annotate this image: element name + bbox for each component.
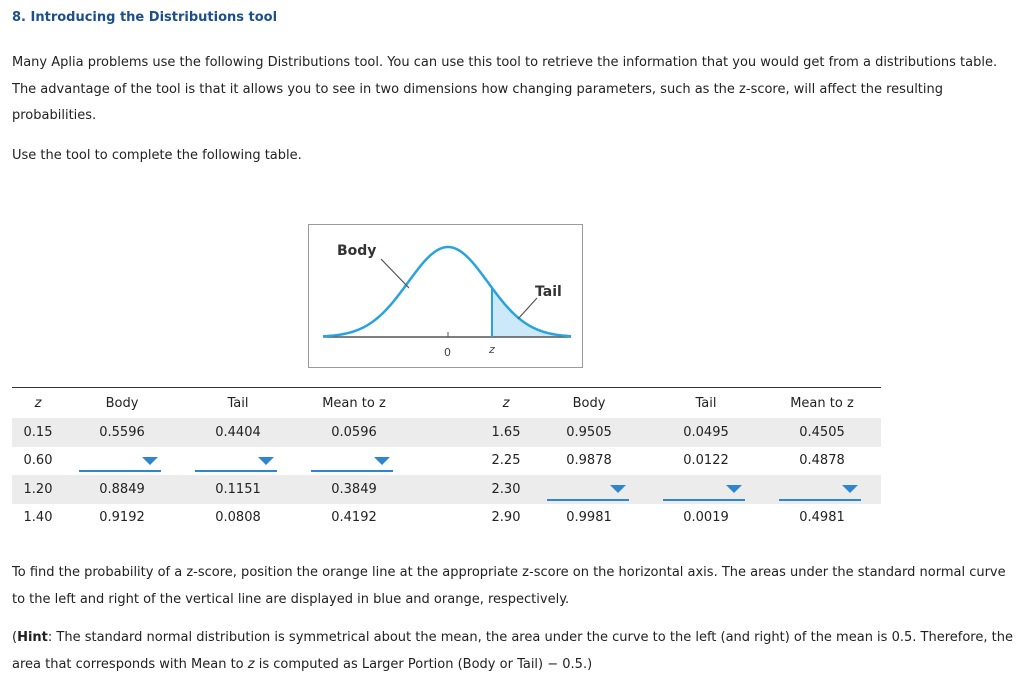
tail-pointer — [518, 298, 537, 319]
dropdown-underline — [779, 499, 861, 501]
header-z-left: z — [34, 395, 42, 411]
dropdown-arrow-icon — [374, 457, 390, 465]
body-dropdown-z-2.30[interactable] — [547, 475, 629, 504]
table-header-row — [12, 388, 881, 418]
tail-label: Tail — [535, 284, 562, 300]
distribution-table — [12, 387, 881, 532]
question-title: 8. Introducing the Distributions tool — [12, 10, 278, 25]
table-row — [12, 475, 881, 504]
instruction-text: Use the tool to complete the following table. — [12, 148, 302, 163]
hint-text-1: : The standard normal distribution is symmetrical about the mean, the area under the curve to the left (and right) of the mean is 0.5. Therefore, the area that corresponds with Mean to — [12, 630, 1013, 672]
cell-mean-to-z: 0.0596 — [331, 424, 377, 440]
dropdown-underline — [311, 470, 393, 472]
table-row — [12, 418, 881, 447]
cell-tail: 0.0122 — [683, 453, 729, 469]
normal-curve-diagram — [309, 225, 584, 369]
tail-dropdown-z-2.30[interactable] — [663, 475, 745, 504]
header-body-right: Body — [572, 395, 606, 411]
cell-tail: 0.1151 — [215, 481, 261, 497]
cell-tail: 0.0495 — [683, 424, 729, 440]
cell-z: 2.30 — [491, 481, 521, 497]
table-row — [12, 447, 881, 476]
header-body-left: Body — [105, 395, 139, 411]
cell-mean-to-z: 0.4981 — [799, 510, 845, 526]
table-row — [12, 504, 881, 533]
dropdown-arrow-icon — [142, 457, 158, 465]
z-tick-label: z — [489, 343, 495, 356]
cell-body: 0.8849 — [99, 481, 145, 497]
zero-tick-label: 0 — [444, 346, 451, 359]
cell-body: 0.9981 — [566, 510, 612, 526]
cell-mean-to-z: 0.4505 — [799, 424, 845, 440]
header-mean-to-z-left: Mean to z — [322, 395, 386, 411]
normal-curve — [323, 247, 571, 336]
hint-open-paren: ( — [12, 630, 18, 645]
mean-to-z-dropdown-z-0.60[interactable] — [311, 447, 393, 476]
cell-body: 0.9878 — [566, 453, 612, 469]
dropdown-arrow-icon — [842, 485, 858, 493]
hint-z: z — [247, 656, 255, 672]
cell-tail: 0.4404 — [215, 424, 261, 440]
cell-body: 0.5596 — [99, 424, 145, 440]
tail-dropdown-z-0.60[interactable] — [195, 447, 277, 476]
cell-z: 2.25 — [491, 453, 521, 469]
body-label: Body — [337, 243, 377, 259]
cell-mean-to-z: 0.3849 — [331, 481, 377, 497]
cell-z: 1.65 — [491, 424, 521, 440]
mean-to-z-dropdown-z-2.30[interactable] — [779, 475, 861, 504]
cell-z: 1.20 — [23, 481, 53, 497]
dropdown-underline — [663, 499, 745, 501]
cell-mean-to-z: 0.4192 — [331, 510, 377, 526]
cell-tail: 0.0808 — [215, 510, 261, 526]
header-mean-to-z-right: Mean to z — [790, 395, 854, 411]
body-dropdown-z-0.60[interactable] — [79, 447, 161, 476]
dropdown-underline — [547, 499, 629, 501]
cell-body: 0.9505 — [566, 424, 612, 440]
hint-text-2: is computed as Larger Portion (Body or Tail) − 0.5.) — [254, 656, 593, 672]
hint-label: Hint — [17, 630, 48, 645]
header-z-right: z — [502, 395, 510, 411]
cell-mean-to-z: 0.4878 — [799, 453, 845, 469]
cell-z: 2.90 — [491, 510, 521, 526]
cell-z: 1.40 — [23, 510, 53, 526]
dropdown-underline — [195, 470, 277, 472]
hint-paragraph — [12, 625, 1017, 678]
cell-z: 0.15 — [23, 424, 53, 440]
instructions-note: To find the probability of a z-score, position the orange line at the appropriate z-score on the horizontal axis. The areas under the standard normal curve to the left and right of the vertical line are displayed in blue and orange, respectively. — [12, 565, 1006, 607]
dropdown-underline — [79, 470, 161, 472]
intro-paragraph: Many Aplia problems use the following Distributions tool. You can use this tool to retrieve the information that you would get from a distributions table. The advantage of the tool is that it allows you to see in two dimensions how changing parameters, such as the z-score, will affect the resulting probabilities. — [12, 55, 998, 123]
cell-body: 0.9192 — [99, 510, 145, 526]
header-tail-left: Tail — [227, 395, 249, 411]
distribution-figure — [308, 224, 583, 368]
header-tail-right: Tail — [695, 395, 717, 411]
cell-z: 0.60 — [23, 453, 53, 469]
dropdown-arrow-icon — [726, 485, 742, 493]
dropdown-arrow-icon — [610, 485, 626, 493]
dropdown-arrow-icon — [258, 457, 274, 465]
cell-tail: 0.0019 — [683, 510, 729, 526]
body-pointer — [381, 259, 409, 288]
